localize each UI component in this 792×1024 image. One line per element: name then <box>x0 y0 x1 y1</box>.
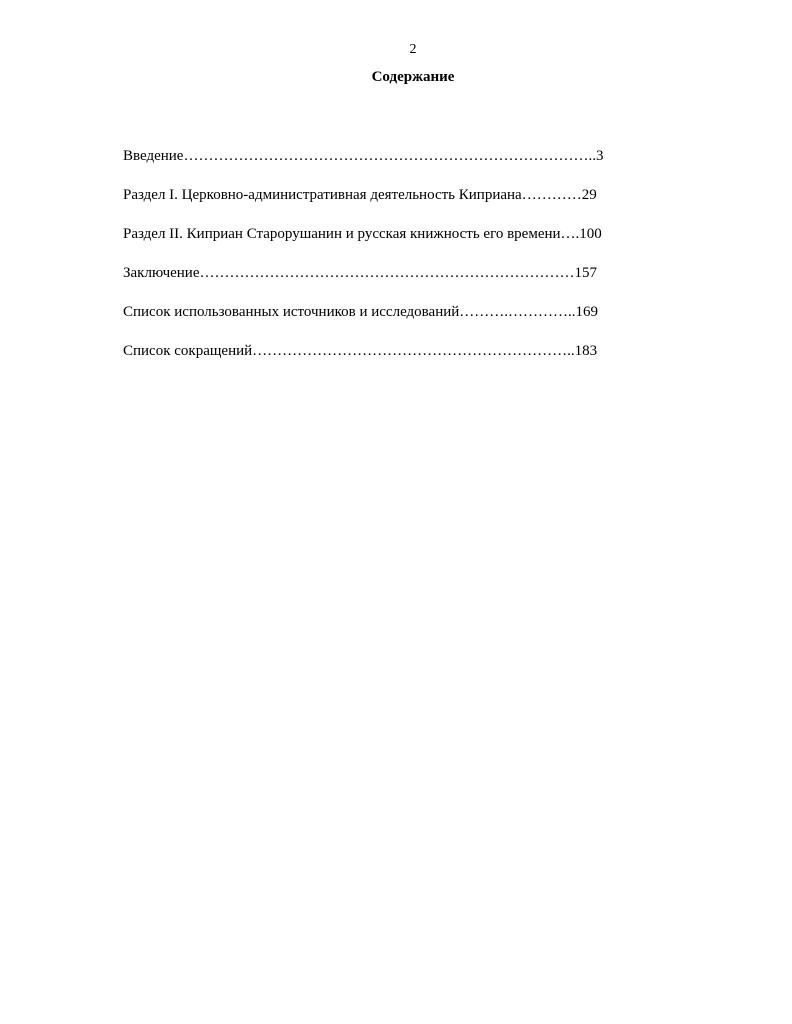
toc-entry-title: Введение <box>123 148 184 164</box>
toc-entry <box>123 263 603 302</box>
toc-entry-title: Список сокращений <box>123 343 253 359</box>
toc-entry-page: 100 <box>579 226 602 242</box>
toc-entry-leader: …. <box>560 226 580 242</box>
toc-entry-page: 29 <box>581 187 597 203</box>
toc-entry-leader: ………………………………………………………………… <box>199 265 575 281</box>
toc-entry-page: 3 <box>595 148 604 164</box>
toc-entry-leader: ……………………………………………………….. <box>252 343 575 359</box>
toc-entry-page: 183 <box>574 343 598 359</box>
toc-entry-title: Раздел I. Церковно-административная деятельность Киприана <box>123 187 522 203</box>
toc-entry-title: Заключение <box>123 265 200 281</box>
toc-entry <box>123 185 603 224</box>
toc-entry <box>123 302 603 341</box>
toc-entry <box>123 341 603 380</box>
toc-entry-page: 157 <box>574 265 597 281</box>
page-number: 2 <box>409 42 417 57</box>
toc-entry <box>123 146 603 185</box>
toc-entry-leader: ………… <box>521 187 582 203</box>
page-title: Содержание <box>371 69 455 85</box>
table-of-contents <box>123 146 603 380</box>
toc-entry-leader: ……………………………………………………………………….. <box>183 148 596 164</box>
toc-entry-title: Раздел II. Киприан Старорушанин и русская книжность его времени <box>123 226 561 242</box>
toc-entry-leader: ……….………….. <box>459 304 576 320</box>
toc-entry-title: Список использованных источников и исследований <box>123 304 460 320</box>
toc-entry <box>123 224 603 263</box>
toc-entry-page: 169 <box>575 304 599 320</box>
